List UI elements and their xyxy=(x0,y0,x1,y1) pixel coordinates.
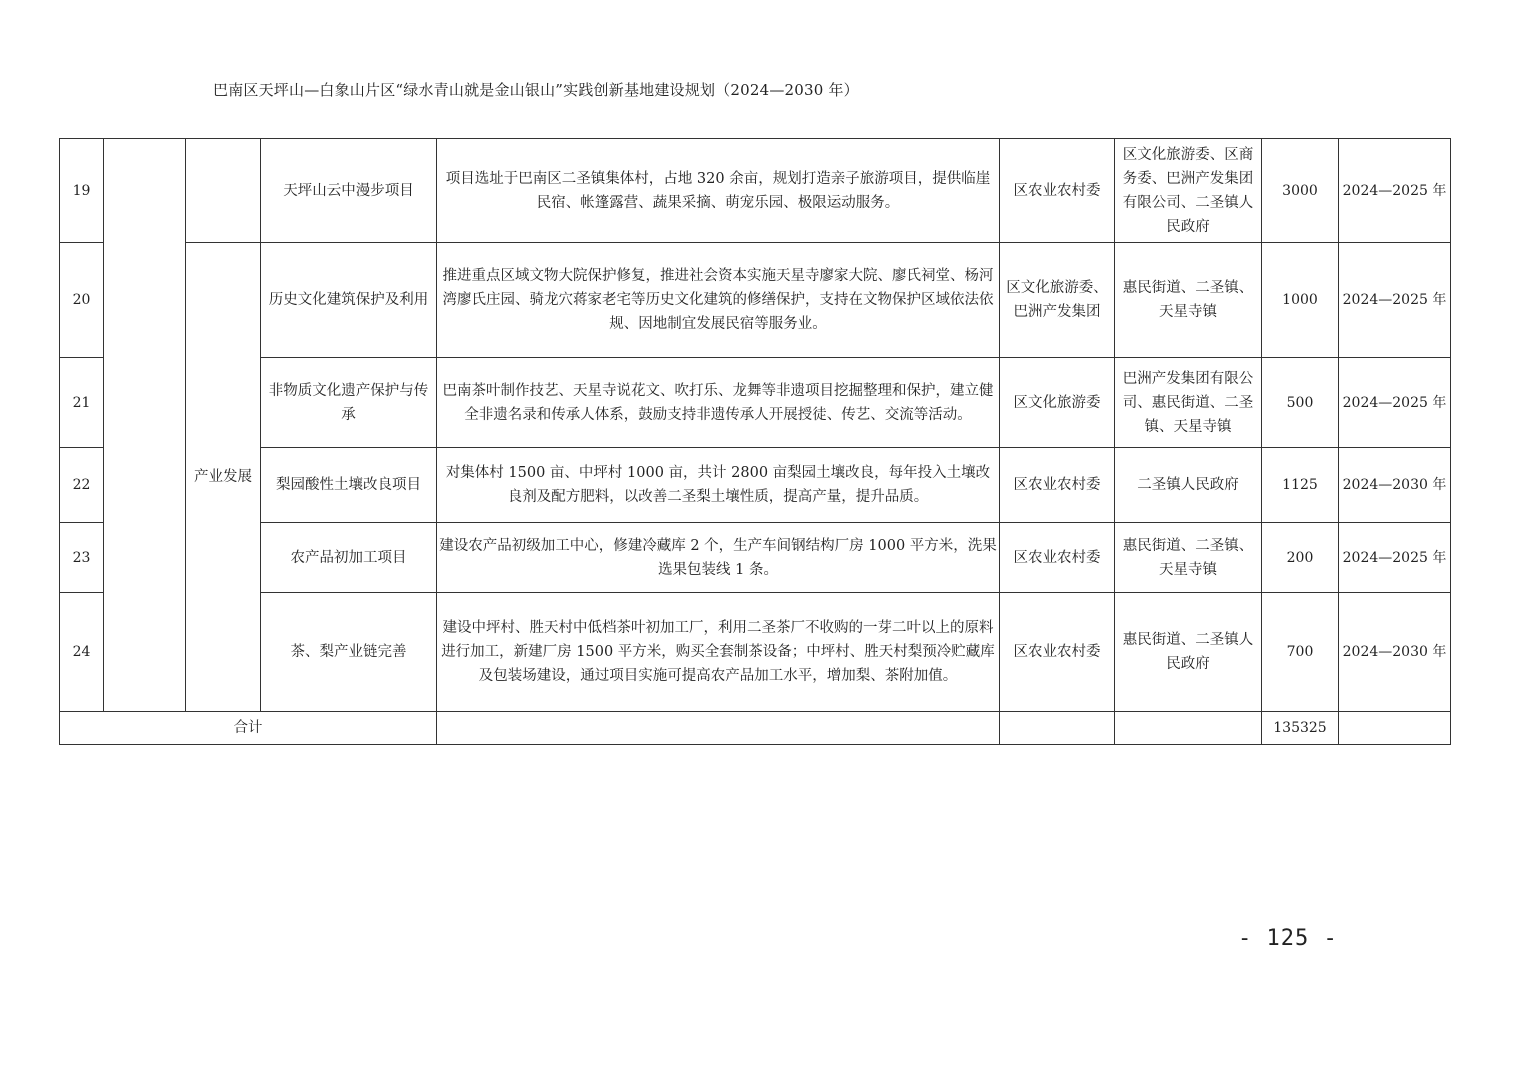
table-row xyxy=(60,523,1451,593)
partner-units: 二圣镇人民政府 xyxy=(1115,448,1262,523)
investment: 3000 xyxy=(1262,139,1339,243)
project-name: 非物质文化遗产保护与传承 xyxy=(261,358,437,448)
lead-unit: 区农业农村委 xyxy=(1000,448,1115,523)
investment: 1125 xyxy=(1262,448,1339,523)
period: 2024—2030 年 xyxy=(1339,448,1451,523)
category-cell: 产业发展 xyxy=(186,243,261,712)
total-investment: 135325 xyxy=(1262,712,1339,745)
lead-unit: 区农业农村委 xyxy=(1000,139,1115,243)
project-name: 农产品初加工项目 xyxy=(261,523,437,593)
page-number: - 125 - xyxy=(1238,926,1338,951)
lead-unit: 区农业农村委 xyxy=(1000,523,1115,593)
row-number: 24 xyxy=(60,593,104,712)
period: 2024—2025 年 xyxy=(1339,243,1451,358)
document-header: 巴南区天坪山—白象山片区“绿水青山就是金山银山”实践创新基地建设规划（2024—2030 年） xyxy=(213,81,859,99)
row-number: 20 xyxy=(60,243,104,358)
period: 2024—2025 年 xyxy=(1339,523,1451,593)
row-number: 19 xyxy=(60,139,104,243)
lead-unit: 区文化旅游委 xyxy=(1000,358,1115,448)
partner-units: 区文化旅游委、区商务委、巴洲产发集团有限公司、二圣镇人民政府 xyxy=(1115,139,1262,243)
row-number: 21 xyxy=(60,358,104,448)
total-content-blank xyxy=(437,712,1000,745)
blank-merged-cell xyxy=(104,139,186,712)
partner-units: 惠民街道、二圣镇、天星寺镇 xyxy=(1115,243,1262,358)
investment: 500 xyxy=(1262,358,1339,448)
total-period-blank xyxy=(1339,712,1451,745)
project-content: 巴南茶叶制作技艺、天星寺说花文、吹打乐、龙舞等非遗项目挖掘整理和保护，建立健全非遗名录和传承人体系，鼓励支持非遗传承人开展授徒、传艺、交流等活动。 xyxy=(437,358,1000,448)
project-name: 天坪山云中漫步项目 xyxy=(261,139,437,243)
total-label: 合计 xyxy=(60,712,437,745)
project-content: 建设农产品初级加工中心，修建冷藏库 2 个，生产车间钢结构厂房 1000 平方米，洗果选果包装线 1 条。 xyxy=(437,523,1000,593)
project-content: 建设中坪村、胜天村中低档茶叶初加工厂，利用二圣茶厂不收购的一芽二叶以上的原料进行加工，新建厂房 1500 平方米，购买全套制茶设备；中坪村、胜天村梨预冷贮藏库及包装场建设，通过项目实施可提高农产品加工水平，增加梨、茶附加值。 xyxy=(437,593,1000,712)
period: 2024—2025 年 xyxy=(1339,139,1451,243)
partner-units: 巴洲产发集团有限公司、惠民街道、二圣镇、天星寺镇 xyxy=(1115,358,1262,448)
partner-units: 惠民街道、二圣镇、天星寺镇 xyxy=(1115,523,1262,593)
lead-unit: 区农业农村委 xyxy=(1000,593,1115,712)
project-name: 历史文化建筑保护及利用 xyxy=(261,243,437,358)
table-row xyxy=(60,448,1451,523)
lead-unit: 区文化旅游委、巴洲产发集团 xyxy=(1000,243,1115,358)
period: 2024—2030 年 xyxy=(1339,593,1451,712)
blank-category-cell xyxy=(186,139,261,243)
total-partners-blank xyxy=(1115,712,1262,745)
table-row xyxy=(60,243,1451,358)
total-row xyxy=(60,712,1451,745)
project-table xyxy=(59,138,1451,745)
project-name: 茶、梨产业链完善 xyxy=(261,593,437,712)
project-content: 对集体村 1500 亩、中坪村 1000 亩，共计 2800 亩梨园土壤改良，每年投入土壤改良剂及配方肥料，以改善二圣梨土壤性质，提高产量，提升品质。 xyxy=(437,448,1000,523)
row-number: 22 xyxy=(60,448,104,523)
investment: 700 xyxy=(1262,593,1339,712)
period: 2024—2025 年 xyxy=(1339,358,1451,448)
table-row xyxy=(60,139,1451,243)
investment: 1000 xyxy=(1262,243,1339,358)
project-content: 推进重点区域文物大院保护修复，推进社会资本实施天星寺廖家大院、廖氏祠堂、杨河湾廖氏庄园、骑龙穴蒋家老宅等历史文化建筑的修缮保护，支持在文物保护区域依法依规、因地制宜发展民宿等服务业。 xyxy=(437,243,1000,358)
total-lead-blank xyxy=(1000,712,1115,745)
table-row xyxy=(60,593,1451,712)
project-name: 梨园酸性土壤改良项目 xyxy=(261,448,437,523)
partner-units: 惠民街道、二圣镇人民政府 xyxy=(1115,593,1262,712)
project-content: 项目选址于巴南区二圣镇集体村，占地 320 余亩，规划打造亲子旅游项目，提供临崖民宿、帐篷露营、蔬果采摘、萌宠乐园、极限运动服务。 xyxy=(437,139,1000,243)
table-row xyxy=(60,358,1451,448)
row-number: 23 xyxy=(60,523,104,593)
investment: 200 xyxy=(1262,523,1339,593)
